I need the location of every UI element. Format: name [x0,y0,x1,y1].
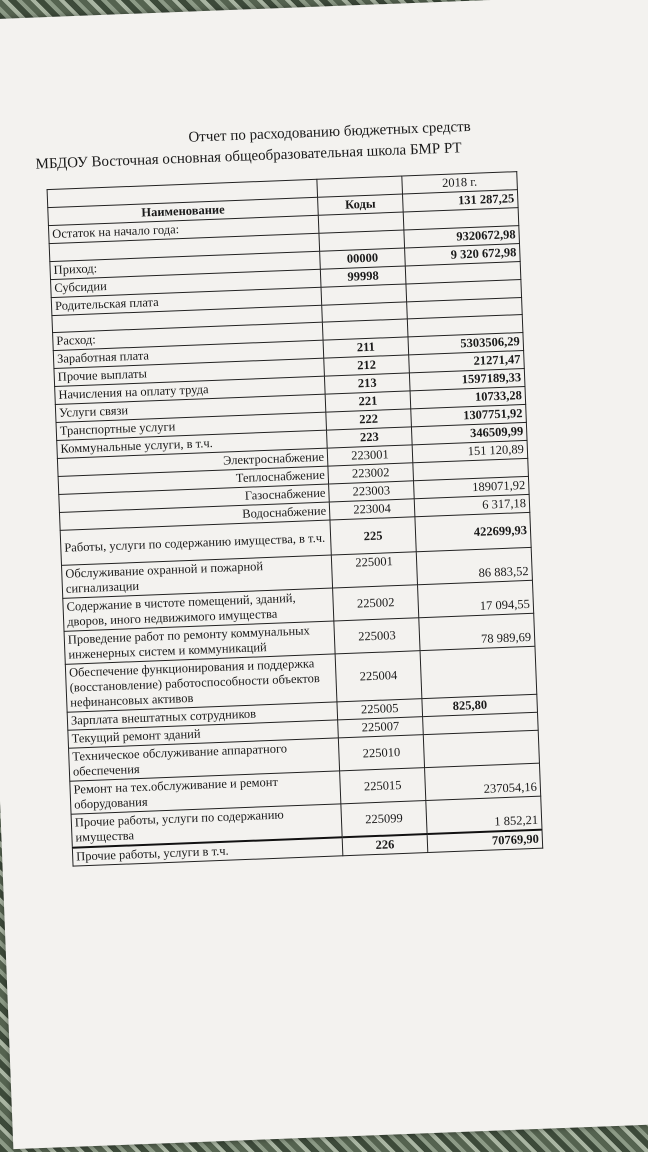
equipment-repair-code: 225015 [340,768,426,804]
external-staff-code: 225005 [337,699,423,720]
alarm-label: Обслуживание охранной и пожарной сигнализации [62,555,333,598]
transport-code: 222 [326,409,412,430]
repair-engineering-code: 225003 [334,618,420,654]
income-code: 00000 [320,248,406,269]
repair-engineering-label: Проведение работ по ремонту коммунальных инженерных систем и коммуникаций [64,621,335,664]
gas-label: Газоснабжение [59,484,329,512]
payroll-charges-value: 1597189,33 [409,368,525,390]
income-value: 9 320 672,98 [405,244,521,266]
report-title-line2: МБДОУ Восточная основная общеобразовательная школа БМР РТ [35,140,462,173]
payroll-charges-label: Начисления на оплату труда [55,376,325,404]
other-maintenance-value: 1 852,21 [426,796,542,834]
building-repair-code: 225007 [338,717,424,738]
equipment-repair-value: 237054,16 [425,763,541,800]
external-staff-value: 825,80 [422,694,538,716]
alarm-code: 225001 [331,552,417,588]
subsidies-code: 99998 [320,266,406,287]
other-payments-label: Прочие выплаты [54,358,324,386]
income-label: Приход: [50,251,320,279]
hardware-service-label: Техническое обслуживание аппаратного обеспечения [69,738,340,781]
other-works-code: 226 [342,834,428,856]
maintenance-code: 225 [330,517,416,555]
utilities-value: 346509,99 [411,422,527,444]
water-code: 223004 [329,499,415,520]
communication-label: Услуги связи [55,394,325,422]
maintenance-value: 422699,93 [415,512,531,551]
alarm-value: 86 883,52 [416,547,532,584]
equipment-repair-label: Ремонт на тех.обслуживание и ремонт оборудования [70,771,341,814]
cleaning-value: 17 094,55 [418,580,534,617]
salary-label: Заработная плата [53,340,323,368]
transport-label: Транспортные услуги [56,412,326,440]
functioning-code: 225004 [335,651,422,702]
salary-value: 5303506,29 [408,333,524,355]
external-staff-label: Зарплата внештатных сотрудников [67,702,337,730]
name-header: Наименование [48,197,318,225]
report-title-line1: Отчет по расходованию бюджетных средств [188,118,472,146]
water-value: 6 317,18 [414,494,530,516]
salary-code: 211 [323,337,409,358]
communication-value: 10733,28 [410,386,526,408]
functioning-label: Обеспечение функционирования и поддержка (восстановление) работоспособности объектов нефинансовых активов [65,654,337,712]
utilities-code: 223 [327,427,413,448]
other-maintenance-label: Прочие работы, услуги по содержанию имущества [71,804,342,848]
other-works-value: 70769,90 [427,830,543,853]
repair-engineering-value: 78 989,69 [419,613,535,650]
heating-label: Теплоснабжение [58,466,328,494]
other-payments-value: 21271,47 [409,350,525,372]
heating-code: 223002 [328,463,414,484]
opening-balance-label: Остаток на начало года: [48,215,318,243]
other-maintenance-code: 225099 [341,801,427,838]
other-works-label: Прочие работы, услуги в т.ч. [72,837,343,866]
budget-table [47,171,544,867]
payroll-charges-code: 213 [324,373,410,394]
hardware-service-value [423,730,539,767]
gas-value: 189071,92 [414,476,530,498]
report-document [34,116,582,867]
opening-balance-value: 131 287,25 [402,190,518,212]
subsidies-label: Субсидии [51,269,321,297]
hardware-service-code: 225010 [338,735,424,771]
building-repair-label: Текущий ремонт зданий [68,720,338,748]
electricity-code: 223001 [327,445,413,466]
electricity-label: Электроснабжение [57,448,327,476]
functioning-value [420,646,537,698]
other-payments-code: 212 [324,355,410,376]
expense-label: Расход: [53,322,323,350]
utilities-label: Коммунальные услуги, в т.ч. [57,430,327,458]
gas-code: 223003 [329,481,415,502]
parent-fee-label: Родительская плата [51,287,321,315]
cleaning-code: 225002 [333,585,419,621]
year-header: 2018 г. [402,172,518,194]
water-label: Водоснабжение [59,502,329,530]
income-total-top: 9320672,98 [404,226,520,248]
cleaning-label: Содержание в чистоте помещений, зданий, дворов, иного недвижимого имущества [63,588,334,631]
electricity-value: 151 120,89 [412,440,528,462]
maintenance-label: Работы, услуги по содержанию имущества, в т.ч. [60,520,331,565]
codes-header: Коды [318,194,404,215]
communication-code: 221 [325,391,411,412]
transport-value: 1307751,92 [411,404,527,426]
